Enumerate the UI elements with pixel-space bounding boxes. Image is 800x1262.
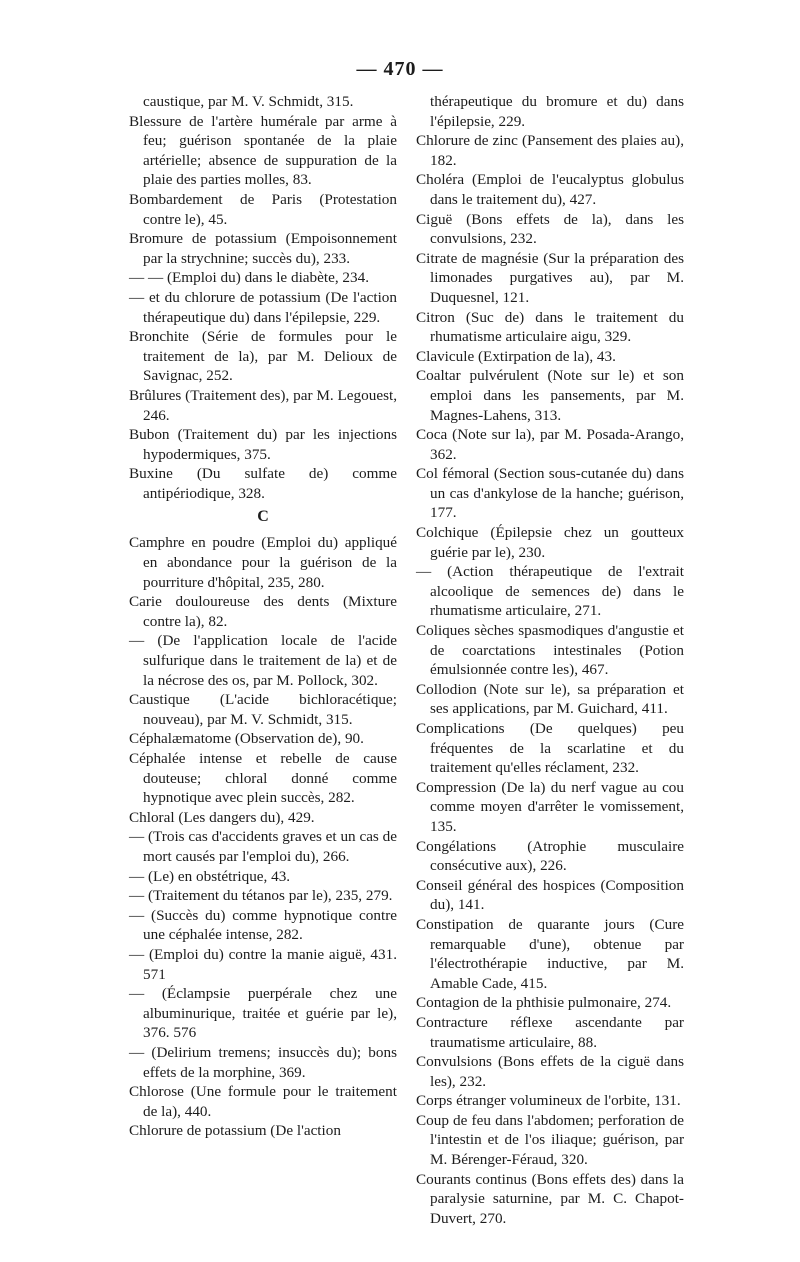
index-entry: Conseil général des hospices (Composition du), 141. [416,876,684,914]
index-entry: — (Emploi du) contre la manie aiguë, 431. 571 [129,945,397,983]
index-entry: caustique, par M. V. Schmidt, 315. [143,93,354,110]
right-column [416,92,684,1228]
left-column [129,92,397,1141]
index-entry: Chloral (Les dangers du), 429. [129,808,315,826]
index-entry: Convulsions (Bons effets de la ciguë dans les), 232. [416,1053,684,1090]
index-entry: Bubon (Traitement du) par les injections hypodermiques, 375. [129,426,397,463]
index-entry: Colchique (Épilepsie chez un goutteux guérie par le), 230. [416,524,684,561]
index-entry: Bombardement de Paris (Protestation contre le), 45. [129,190,397,228]
index-entry: — (Trois cas d'accidents graves et un cas de mort causés par l'emploi du), 266. [129,828,397,865]
index-entry: Collodion (Note sur le), sa préparation et ses applications, par M. Guichard, 411. [416,680,684,718]
index-entry: Choléra (Emploi de l'eucalyptus globulus dans le traitement du), 427. [416,171,684,208]
index-entry: Chlorose (Une formule pour le traitement de la), 440. [129,1083,397,1120]
index-entry: Buxine (Du sulfate de) comme antipériodique, 328. [129,465,397,502]
page-number: — 470 — [356,58,444,80]
index-entry: Courants continus (Bons effets des) dans la paralysie saturnine, par M. C. Chapot-Duvert, 270. [416,1170,684,1227]
index-entry: — (Traitement du tétanos par le), 235, 279. [129,887,393,905]
index-entry: Coup de feu dans l'abdomen; perforation de l'intestin et de l'os iliaque; guérison, par M. Bérenger-Féraud, 320. [416,1111,684,1169]
index-entry: Camphre en poudre (Emploi du) appliqué en abondance pour la guérison de la pourriture d'hôpital, 235, 280. [129,534,397,591]
index-entry: — (De l'application locale de l'acide sulfurique dans le traitement de la) et de la nécrose des os, par M. Pollock, 302. [129,632,397,689]
index-entry: — (Action thérapeutique de l'extrait alcoolique de semences de) dans le rhumatisme articulaire, 271. [416,563,684,620]
index-entry: Clavicule (Extirpation de la), 43. [416,347,616,365]
index-entry: Céphalæmatome (Observation de), 90. [129,730,364,748]
index-entry: Col fémoral (Section sous-cutanée du) dans un cas d'ankylose de la hanche; guérison, 177. [416,465,684,522]
index-entry: Carie douloureuse des dents (Mixture contre la), 82. [129,593,397,630]
index-entry: — (Le) en obstétrique, 43. [129,867,291,885]
index-entry: Bromure de potassium (Empoisonnement par la strychnine; succès du), 233. [129,230,397,267]
index-entry: Citron (Suc de) dans le traitement du rhumatisme articulaire aigu, 329. [416,308,684,346]
index-entry: Complications (De quelques) peu fréquentes de la scarlatine et du traitement qu'elles réclament, 232. [416,720,684,777]
index-entry: Coca (Note sur la), par M. Posada-Arango, 362. [416,426,684,463]
index-entry: Constipation de quarante jours (Cure remarquable d'une), obtenue par l'électrothérapie inductive, par M. Amable Cade, 415. [416,915,684,992]
index-entry: Bronchite (Série de formules pour le traitement de la), par M. Delioux de Savignac, 252. [129,328,397,385]
index-entry: Contagion de la phthisie pulmonaire, 274. [416,994,672,1012]
index-entry: — — (Emploi du) dans le diabète, 234. [129,269,369,287]
index-entry: thérapeutique du bromure et du) dans l'épilepsie, 229. [430,93,684,130]
index-entry: Coliques sèches spasmodiques d'angustie et de coarctations intestinales (Potion émulsionnée contre les), 467. [416,622,684,679]
index-entry: — (Succès du) comme hypnotique contre une céphalée intense, 282. [129,906,397,944]
index-entry: Congélations (Atrophie musculaire consécutive aux), 226. [416,837,684,875]
index-entry: Céphalée intense et rebelle de cause douteuse; chloral donné comme hypnotique avec plein succès, 282. [129,750,397,807]
index-entry: Contracture réflexe ascendante par traumatisme articulaire, 88. [416,1013,684,1051]
index-entry: Coaltar pulvérulent (Note sur le) et son emploi dans les pansements, par M. Magnes-Lahens, 313. [416,367,684,424]
index-entry: Compression (De la) du nerf vague au cou comme moyen d'arrêter le vomissement, 135. [416,778,684,835]
index-entry: Chlorure de potassium (De l'action [129,1122,341,1140]
index-entry: Caustique (L'acide bichloracétique; nouveau), par M. V. Schmidt, 315. [129,691,397,728]
index-entry: Ciguë (Bons effets de la), dans les convulsions, 232. [416,210,684,248]
index-entry: Citrate de magnésie (Sur la préparation des limonades purgatives au), par M. Duquesnel, 121. [416,249,684,306]
index-entry: — (Delirium tremens; insuccès du); bons effets de la morphine, 369. [129,1043,397,1081]
section-letter: C [257,508,269,526]
index-entry: Blessure de l'artère humérale par arme à feu; guérison spontanée de la plaie artérielle; absence de suppuration de la plaie des parties molles, 83. [129,112,397,189]
index-entry: Brûlures (Traitement des), par M. Legouest, 246. [129,386,397,424]
index-entry: — (Éclampsie puerpérale chez une albuminurique, traitée et guérie par le), 376. 576 [129,985,397,1042]
index-entry: Chlorure de zinc (Pansement des plaies au), 182. [416,132,684,169]
index-entry: — et du chlorure de potassium (De l'action thérapeutique du) dans l'épilepsie, 229. [129,288,397,326]
index-entry: Corps étranger volumineux de l'orbite, 131. [416,1092,681,1110]
